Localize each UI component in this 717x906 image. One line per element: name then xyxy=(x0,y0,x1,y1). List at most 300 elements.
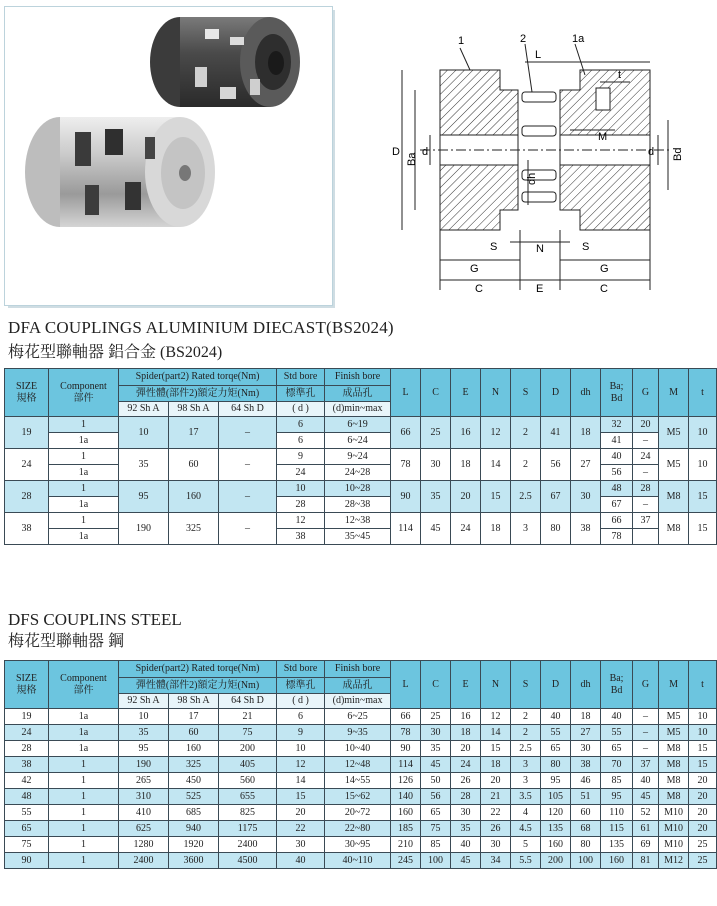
cell-torque-92: 190 xyxy=(119,513,169,545)
cell-N: 15 xyxy=(481,741,511,757)
cell-size: 65 xyxy=(5,821,49,837)
cell-N: 30 xyxy=(481,837,511,853)
cell-t64: 21 xyxy=(219,709,277,725)
cell-L: 66 xyxy=(391,417,421,449)
cell-fin: 10~40 xyxy=(325,741,391,757)
cell-g: 40 xyxy=(633,773,659,789)
cell-L: 78 xyxy=(391,449,421,481)
th-64shd: 64 Sh D xyxy=(219,402,277,417)
cell-ba: 160 xyxy=(601,853,633,869)
cell-g: – xyxy=(633,433,659,449)
section2-title: DFS COUPLINS STEEL xyxy=(8,610,182,629)
cell-S: 5.5 xyxy=(511,853,541,869)
label-d-right: d xyxy=(648,146,655,158)
cell-comp: 1 xyxy=(49,853,119,869)
th-std-cn: 標準孔 xyxy=(277,386,325,402)
th2-E: E xyxy=(451,661,481,709)
cell-std: 10 xyxy=(277,741,325,757)
cell-D: 80 xyxy=(541,513,571,545)
cell-L: 140 xyxy=(391,789,421,805)
th-t: t xyxy=(689,369,717,417)
cell-E: 16 xyxy=(451,417,481,449)
cell-std: 40 xyxy=(277,853,325,869)
cell-size: 19 xyxy=(5,709,49,725)
label-t: t xyxy=(618,69,622,81)
cell-comp: 1 xyxy=(49,837,119,853)
cell-D: 135 xyxy=(541,821,571,837)
technical-drawing xyxy=(360,30,685,300)
table-row xyxy=(5,853,717,869)
th2-M: M xyxy=(659,661,689,709)
cell-M: M5 xyxy=(659,725,689,741)
th2-std-cn: 標準孔 xyxy=(277,678,325,694)
cell-D: 200 xyxy=(541,853,571,869)
cell-N: 18 xyxy=(481,757,511,773)
table-row xyxy=(5,741,717,757)
section1-subtitle: 梅花型聯軸器 鋁合金 (BS2024) xyxy=(8,344,223,361)
th2-N: N xyxy=(481,661,511,709)
th-std-d: ( d ) xyxy=(277,402,325,417)
cell-size: 24 xyxy=(5,449,49,481)
label-G-right: G xyxy=(600,263,609,275)
cell-size: 55 xyxy=(5,805,49,821)
th-98sha: 98 Sh A xyxy=(169,402,219,417)
cell-dh: 60 xyxy=(571,805,601,821)
cell-fin: 6~25 xyxy=(325,709,391,725)
cell-N: 14 xyxy=(481,449,511,481)
cell-t92: 190 xyxy=(119,757,169,773)
cell-torque-64: – xyxy=(219,417,277,449)
th-C: C xyxy=(421,369,451,417)
cell-E: 28 xyxy=(451,789,481,805)
th2-98sha: 98 Sh A xyxy=(169,694,219,709)
cell-S: 4 xyxy=(511,805,541,821)
cell-finish-bore: 35~45 xyxy=(325,529,391,545)
cell-N: 15 xyxy=(481,481,511,513)
cell-std-bore: 10 xyxy=(277,481,325,497)
label-C-right: C xyxy=(600,283,608,295)
cell-std-bore: 6 xyxy=(277,417,325,433)
label-Bd: Bd xyxy=(672,147,684,161)
cell-torque-64: – xyxy=(219,449,277,481)
label-E: E xyxy=(536,283,544,295)
label-G-left: G xyxy=(470,263,479,275)
table-row xyxy=(5,481,717,497)
cell-g: 61 xyxy=(633,821,659,837)
cell-g: 52 xyxy=(633,805,659,821)
cell-dh: 18 xyxy=(571,417,601,449)
cell-fin: 20~72 xyxy=(325,805,391,821)
cell-t98: 940 xyxy=(169,821,219,837)
cell-E: 45 xyxy=(451,853,481,869)
cell-std-bore: 38 xyxy=(277,529,325,545)
cell-component: 1 xyxy=(49,513,119,529)
cell-t92: 410 xyxy=(119,805,169,821)
cell-E: 18 xyxy=(451,449,481,481)
cell-fin: 30~95 xyxy=(325,837,391,853)
cell-S: 3 xyxy=(511,773,541,789)
cell-D: 56 xyxy=(541,449,571,481)
th-E: E xyxy=(451,369,481,417)
cell-t92: 1280 xyxy=(119,837,169,853)
cell-std: 14 xyxy=(277,773,325,789)
cell-comp: 1a xyxy=(49,741,119,757)
cell-dh: 27 xyxy=(571,449,601,481)
cell-g: – xyxy=(633,725,659,741)
label-S-left: S xyxy=(490,241,498,253)
cell-t: 15 xyxy=(689,757,717,773)
cell-std: 22 xyxy=(277,821,325,837)
cell-dh: 51 xyxy=(571,789,601,805)
cell-std: 20 xyxy=(277,805,325,821)
th2-92sha: 92 Sh A xyxy=(119,694,169,709)
cell-size: 75 xyxy=(5,837,49,853)
table-row xyxy=(5,837,717,853)
cell-S: 2.5 xyxy=(511,741,541,757)
th2-finish-range: (d)min~max xyxy=(325,694,391,709)
cell-t64: 655 xyxy=(219,789,277,805)
cell-fin: 22~80 xyxy=(325,821,391,837)
cell-dh: 38 xyxy=(571,513,601,545)
cell-torque-92: 35 xyxy=(119,449,169,481)
cell-t: 15 xyxy=(689,481,717,513)
cell-component: 1 xyxy=(49,417,119,433)
coupling-cross-section xyxy=(360,30,685,300)
th2-L: L xyxy=(391,661,421,709)
cell-C: 45 xyxy=(421,513,451,545)
cell-L: 90 xyxy=(391,481,421,513)
th2-ba-bd: Ba; Bd xyxy=(601,661,633,709)
cell-component: 1a xyxy=(49,433,119,449)
cell-S: 3.5 xyxy=(511,789,541,805)
th-92sha: 92 Sh A xyxy=(119,402,169,417)
cell-ba: 56 xyxy=(601,465,633,481)
cell-N: 12 xyxy=(481,709,511,725)
cell-finish-bore: 10~28 xyxy=(325,481,391,497)
cell-E: 18 xyxy=(451,725,481,741)
cell-C: 56 xyxy=(421,789,451,805)
th-M: M xyxy=(659,369,689,417)
table-row xyxy=(5,417,717,433)
th2-dh: dh xyxy=(571,661,601,709)
cell-size: 42 xyxy=(5,773,49,789)
cell-t98: 685 xyxy=(169,805,219,821)
label-M: M xyxy=(598,131,608,143)
cell-N: 34 xyxy=(481,853,511,869)
cell-M: M8 xyxy=(659,789,689,805)
th2-finish-en: Finish bore xyxy=(325,661,391,678)
cell-finish-bore: 28~38 xyxy=(325,497,391,513)
cell-fin: 9~35 xyxy=(325,725,391,741)
cell-E: 24 xyxy=(451,757,481,773)
cell-t: 10 xyxy=(689,449,717,481)
cell-t64: 560 xyxy=(219,773,277,789)
label-L: L xyxy=(535,49,542,61)
cell-M: M5 xyxy=(659,449,689,481)
cell-fin: 14~55 xyxy=(325,773,391,789)
cell-torque-98: 17 xyxy=(169,417,219,449)
cell-C: 100 xyxy=(421,853,451,869)
cell-t98: 525 xyxy=(169,789,219,805)
th2-spider-en: Spider(part2) Rated torqe(Nm) xyxy=(119,661,277,678)
cell-g: 45 xyxy=(633,789,659,805)
cell-S: 2 xyxy=(511,449,541,481)
cell-dh: 38 xyxy=(571,757,601,773)
cell-C: 25 xyxy=(421,709,451,725)
cell-t64: 200 xyxy=(219,741,277,757)
cell-fin: 15~62 xyxy=(325,789,391,805)
cell-L: 210 xyxy=(391,837,421,853)
cell-t: 20 xyxy=(689,821,717,837)
cell-t98: 1920 xyxy=(169,837,219,853)
cell-E: 40 xyxy=(451,837,481,853)
cell-component: 1a xyxy=(49,465,119,481)
cell-S: 5 xyxy=(511,837,541,853)
cell-D: 67 xyxy=(541,481,571,513)
th2-D: D xyxy=(541,661,571,709)
th-ba-bd: Ba; Bd xyxy=(601,369,633,417)
cell-E: 20 xyxy=(451,741,481,757)
cell-ba: 66 xyxy=(601,513,633,529)
cell-C: 30 xyxy=(421,725,451,741)
cell-std: 12 xyxy=(277,757,325,773)
cell-g: – xyxy=(633,465,659,481)
cell-t92: 625 xyxy=(119,821,169,837)
section1-title: DFA COUPLINGS ALUMINIUM DIECAST(BS2024) xyxy=(8,318,394,337)
th-L: L xyxy=(391,369,421,417)
cell-g: 81 xyxy=(633,853,659,869)
cell-std: 30 xyxy=(277,837,325,853)
label-S-right: S xyxy=(582,241,590,253)
label-C-left: C xyxy=(475,283,483,295)
cell-g: 37 xyxy=(633,757,659,773)
cell-E: 16 xyxy=(451,709,481,725)
cell-t: 20 xyxy=(689,805,717,821)
cell-S: 3 xyxy=(511,513,541,545)
cell-t92: 10 xyxy=(119,709,169,725)
cell-M: M8 xyxy=(659,481,689,513)
cell-torque-98: 325 xyxy=(169,513,219,545)
cell-E: 26 xyxy=(451,773,481,789)
cell-t: 10 xyxy=(689,709,717,725)
cell-dh: 30 xyxy=(571,741,601,757)
cell-comp: 1 xyxy=(49,805,119,821)
cell-fin: 40~110 xyxy=(325,853,391,869)
th-spider-cn: 彈性體(部件2)額定力矩(Nm) xyxy=(119,386,277,402)
cell-D: 80 xyxy=(541,757,571,773)
cell-D: 105 xyxy=(541,789,571,805)
cell-component: 1 xyxy=(49,481,119,497)
cell-t: 10 xyxy=(689,725,717,741)
cell-t: 25 xyxy=(689,853,717,869)
th2-spider-cn: 彈性體(部件2)額定力矩(Nm) xyxy=(119,678,277,694)
th-spider-en: Spider(part2) Rated torqe(Nm) xyxy=(119,369,277,386)
cell-M: M12 xyxy=(659,853,689,869)
cell-C: 45 xyxy=(421,757,451,773)
cell-L: 78 xyxy=(391,725,421,741)
th-G: G xyxy=(633,369,659,417)
cell-C: 75 xyxy=(421,821,451,837)
cell-t64: 2400 xyxy=(219,837,277,853)
cell-t98: 160 xyxy=(169,741,219,757)
cell-size: 90 xyxy=(5,853,49,869)
cell-ba: 40 xyxy=(601,449,633,465)
cell-M: M10 xyxy=(659,821,689,837)
cell-t64: 825 xyxy=(219,805,277,821)
cell-comp: 1 xyxy=(49,757,119,773)
cell-C: 65 xyxy=(421,805,451,821)
cell-dh: 100 xyxy=(571,853,601,869)
cell-comp: 1 xyxy=(49,789,119,805)
cell-ba: 67 xyxy=(601,497,633,513)
cell-M: M5 xyxy=(659,709,689,725)
cell-comp: 1 xyxy=(49,773,119,789)
cell-E: 35 xyxy=(451,821,481,837)
th2-size: SIZE 規格 xyxy=(5,661,49,709)
cell-ba: 48 xyxy=(601,481,633,497)
th-std-en: Std bore xyxy=(277,369,325,386)
cell-dh: 30 xyxy=(571,481,601,513)
th2-finish-cn: 成品孔 xyxy=(325,678,391,694)
product-photo xyxy=(4,6,333,306)
cell-t92: 35 xyxy=(119,725,169,741)
cell-g xyxy=(633,529,659,545)
cell-N: 18 xyxy=(481,513,511,545)
cell-N: 12 xyxy=(481,417,511,449)
cell-std-bore: 12 xyxy=(277,513,325,529)
cell-L: 114 xyxy=(391,757,421,773)
cell-finish-bore: 12~38 xyxy=(325,513,391,529)
cell-N: 21 xyxy=(481,789,511,805)
table-row xyxy=(5,821,717,837)
table-row xyxy=(5,497,717,513)
cell-std-bore: 24 xyxy=(277,465,325,481)
cell-dh: 68 xyxy=(571,821,601,837)
label-1a: 1a xyxy=(572,33,585,45)
th-component: Component 部件 xyxy=(49,369,119,417)
cell-ba: 110 xyxy=(601,805,633,821)
cell-t98: 325 xyxy=(169,757,219,773)
cell-t98: 60 xyxy=(169,725,219,741)
th-size: SIZE 規格 xyxy=(5,369,49,417)
cell-std: 15 xyxy=(277,789,325,805)
cell-ba: 55 xyxy=(601,725,633,741)
cell-fin: 12~48 xyxy=(325,757,391,773)
cell-t: 20 xyxy=(689,789,717,805)
cell-t98: 3600 xyxy=(169,853,219,869)
cell-finish-bore: 6~24 xyxy=(325,433,391,449)
cell-g: 24 xyxy=(633,449,659,465)
cell-ba: 78 xyxy=(601,529,633,545)
cell-t64: 405 xyxy=(219,757,277,773)
cell-D: 160 xyxy=(541,837,571,853)
th2-G: G xyxy=(633,661,659,709)
table-row xyxy=(5,465,717,481)
label-Ba: Ba xyxy=(406,152,418,166)
cell-size: 48 xyxy=(5,789,49,805)
cell-t: 25 xyxy=(689,837,717,853)
label-1: 1 xyxy=(458,35,465,47)
cell-torque-92: 95 xyxy=(119,481,169,513)
cell-ba: 41 xyxy=(601,433,633,449)
cell-L: 90 xyxy=(391,741,421,757)
cell-g: – xyxy=(633,497,659,513)
cell-finish-bore: 6~19 xyxy=(325,417,391,433)
cell-ba: 135 xyxy=(601,837,633,853)
th2-std-d: ( d ) xyxy=(277,694,325,709)
th2-64shd: 64 Sh D xyxy=(219,694,277,709)
th2-t: t xyxy=(689,661,717,709)
th-finish-cn: 成品孔 xyxy=(325,386,391,402)
cell-torque-98: 60 xyxy=(169,449,219,481)
th-finish-en: Finish bore xyxy=(325,369,391,386)
cell-N: 26 xyxy=(481,821,511,837)
cell-finish-bore: 9~24 xyxy=(325,449,391,465)
cell-M: M10 xyxy=(659,805,689,821)
cell-D: 65 xyxy=(541,741,571,757)
label-D: D xyxy=(392,146,400,158)
cell-dh: 27 xyxy=(571,725,601,741)
cell-t92: 265 xyxy=(119,773,169,789)
cell-torque-64: – xyxy=(219,481,277,513)
cell-g: 28 xyxy=(633,481,659,497)
cell-g: 20 xyxy=(633,417,659,433)
cell-L: 114 xyxy=(391,513,421,545)
cell-t98: 450 xyxy=(169,773,219,789)
table-row xyxy=(5,773,717,789)
cell-E: 20 xyxy=(451,481,481,513)
cell-t92: 95 xyxy=(119,741,169,757)
cell-g: 37 xyxy=(633,513,659,529)
th2-std-en: Std bore xyxy=(277,661,325,678)
cell-std-bore: 9 xyxy=(277,449,325,465)
th-dh: dh xyxy=(571,369,601,417)
cell-t: 15 xyxy=(689,741,717,757)
table-row xyxy=(5,513,717,529)
cell-dh: 18 xyxy=(571,709,601,725)
cell-component: 1 xyxy=(49,449,119,465)
cell-S: 4.5 xyxy=(511,821,541,837)
cell-size: 19 xyxy=(5,417,49,449)
cell-component: 1a xyxy=(49,497,119,513)
cell-D: 55 xyxy=(541,725,571,741)
th2-S: S xyxy=(511,661,541,709)
cell-L: 160 xyxy=(391,805,421,821)
th-N: N xyxy=(481,369,511,417)
cell-finish-bore: 24~28 xyxy=(325,465,391,481)
cell-t: 20 xyxy=(689,773,717,789)
cell-t92: 2400 xyxy=(119,853,169,869)
cell-M: M8 xyxy=(659,513,689,545)
table-row xyxy=(5,789,717,805)
dfa-table xyxy=(4,368,717,545)
cell-size: 24 xyxy=(5,725,49,741)
cell-D: 40 xyxy=(541,709,571,725)
cell-t92: 310 xyxy=(119,789,169,805)
cell-std-bore: 28 xyxy=(277,497,325,513)
cell-L: 185 xyxy=(391,821,421,837)
cell-E: 24 xyxy=(451,513,481,545)
cell-component: 1a xyxy=(49,529,119,545)
cell-comp: 1a xyxy=(49,709,119,725)
cell-ba: 32 xyxy=(601,417,633,433)
cell-g: – xyxy=(633,741,659,757)
cell-D: 120 xyxy=(541,805,571,821)
cell-M: M8 xyxy=(659,773,689,789)
cell-ba: 115 xyxy=(601,821,633,837)
cell-std-bore: 6 xyxy=(277,433,325,449)
cell-C: 25 xyxy=(421,417,451,449)
